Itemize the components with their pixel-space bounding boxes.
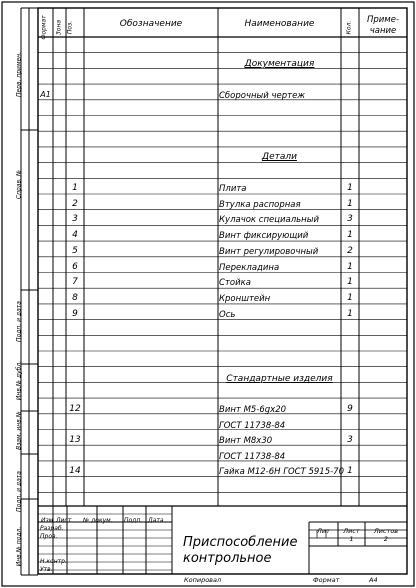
- assembly-format: А1: [40, 90, 51, 99]
- tb-sheets: Листов: [373, 527, 399, 535]
- part-qty: 1: [347, 198, 353, 209]
- header-pos: Поз.: [66, 20, 74, 35]
- part-name: Ось: [219, 309, 236, 320]
- header-name: Наименование: [244, 19, 315, 29]
- tb-data: Дата: [148, 517, 164, 524]
- part-pos: 3: [72, 214, 78, 225]
- std-name1: Винт М8х30: [219, 436, 273, 446]
- part-qty: 1: [347, 230, 353, 241]
- footer-format-label: Формат: [313, 576, 340, 584]
- section-documentation: Документация: [244, 59, 315, 69]
- std-name2: ГОСТ 11738-84: [219, 421, 286, 431]
- side-inv-podl: Инв.№ подл.: [15, 526, 23, 567]
- part-name: Винт фиксирующий: [219, 231, 309, 242]
- tb-prov: Пров.: [40, 533, 58, 540]
- part-qty: 1: [347, 277, 353, 288]
- std-name1: Гайка М12-6Н ГОСТ 5915-70: [219, 467, 345, 477]
- std-pos: 12: [69, 404, 81, 414]
- tb-title-line2: контрольное: [183, 551, 272, 566]
- std-pos: 14: [69, 466, 81, 476]
- std-qty: 9: [347, 404, 353, 414]
- part-name: Кулачок специальный: [219, 215, 319, 226]
- part-pos: 1: [72, 183, 78, 193]
- header-designation: Обозначение: [119, 19, 183, 29]
- tb-ndokum: № докум.: [83, 517, 113, 524]
- footer-format-val: А4: [369, 576, 378, 584]
- side-podp-data1: Подп. и дата: [15, 301, 23, 342]
- tb-izm: Изм: [41, 517, 54, 524]
- tb-title-line1: Приспособление: [183, 535, 298, 550]
- part-qty: 1: [347, 261, 353, 272]
- part-name: Кронштейн: [219, 293, 271, 304]
- part-pos: 8: [72, 292, 78, 303]
- side-vzam-inv: Взам. инв.№: [15, 411, 23, 450]
- part-qty: 1: [347, 308, 353, 319]
- side-podp-data2: Подп. и дата: [15, 471, 23, 512]
- section-parts: Детали: [262, 152, 297, 162]
- header-note: Приме- чание: [366, 15, 400, 36]
- tb-utv: Утв.: [40, 566, 53, 573]
- part-name: Плита: [219, 184, 247, 194]
- std-name1: Винт М5-6gх20: [219, 405, 287, 415]
- tb-razrab: Разраб.: [40, 525, 64, 532]
- side-perv-primen: Перв. примен.: [15, 51, 23, 98]
- part-pos: 4: [72, 230, 78, 241]
- tb-lit: Лит: [317, 527, 330, 535]
- part-pos: 5: [72, 245, 78, 256]
- tb-podp: Подп.: [124, 517, 143, 524]
- side-inv-dubl: Инв.№ дубл.: [15, 360, 23, 401]
- tb-sheet-val: 1: [349, 535, 354, 543]
- part-pos: 9: [72, 308, 78, 319]
- std-qty: 1: [347, 466, 353, 476]
- assembly-name: Сборочный чертеж: [219, 91, 305, 101]
- footer-copied: Копировал: [184, 576, 222, 584]
- part-pos: 7: [72, 277, 78, 288]
- tb-list: Лист: [56, 517, 72, 524]
- part-qty: 3: [347, 214, 353, 225]
- tb-sheets-val: 2: [383, 535, 389, 543]
- part-qty: 2: [347, 245, 353, 256]
- section-standard: Стандартные изделия: [226, 374, 333, 384]
- part-qty: 1: [347, 183, 353, 193]
- tb-sheet: Лист: [343, 527, 360, 535]
- side-sprav: Справ. №: [15, 169, 23, 200]
- std-qty: 3: [347, 435, 353, 445]
- part-name: Винт регулировочный: [219, 246, 319, 257]
- std-name2: ГОСТ 11738-84: [219, 452, 286, 462]
- header-zone: Зона: [55, 19, 63, 36]
- tb-nkontr: Н.контр.: [40, 558, 67, 565]
- part-name: Стойка: [219, 278, 251, 289]
- part-pos: 6: [72, 261, 78, 272]
- part-name: Втулка распорная: [219, 199, 301, 210]
- part-name: Перекладина: [219, 262, 280, 273]
- part-pos: 2: [72, 198, 78, 209]
- header-qty: Кол.: [345, 20, 353, 35]
- std-pos: 13: [69, 435, 81, 445]
- header-format: Формат: [40, 15, 48, 40]
- part-qty: 1: [347, 292, 353, 303]
